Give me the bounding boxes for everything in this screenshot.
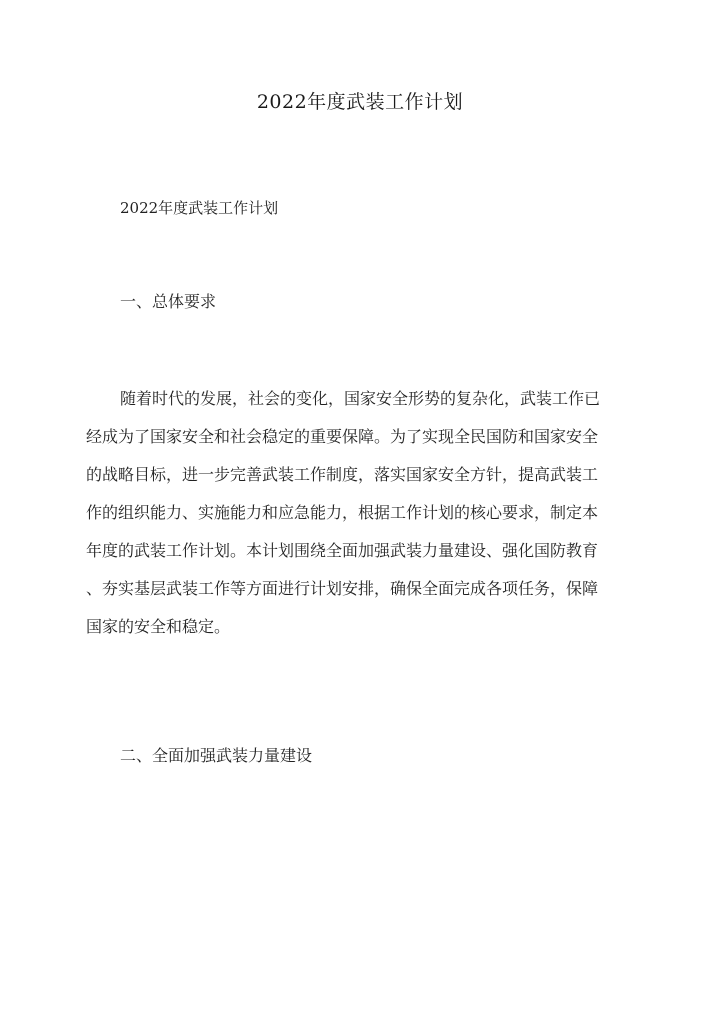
document-subtitle: 2022年度武装工作计划: [120, 199, 279, 217]
paragraph-line: 、夯实基层武装工作等方面进行计划安排，确保全面完成各项任务，保障: [86, 579, 599, 598]
paragraph-line: 随着时代的发展，社会的变化，国家安全形势的复杂化，武装工作已: [120, 389, 601, 408]
paragraph-line: 年度的武装工作计划。本计划围绕全面加强武装力量建设、强化国防教育: [86, 541, 599, 560]
paragraph-line: 的战略目标，进一步完善武装工作制度，落实国家安全方针，提高武装工: [86, 465, 599, 484]
section-heading-overall-requirements: 一、总体要求: [120, 292, 217, 311]
document-title: 2022年度武装工作计划: [256, 91, 464, 113]
section-heading-armed-forces-building: 二、全面加强武装力量建设: [120, 746, 313, 765]
paragraph-line: 作的组织能力、实施能力和应急能力，根据工作计划的核心要求，制定本: [86, 503, 599, 522]
body-paragraph: [86, 380, 632, 646]
paragraph-line: 经成为了国家安全和社会稳定的重要保障。为了实现全民国防和国家安全: [86, 427, 599, 446]
paragraph-line: 国家的安全和稳定。: [86, 617, 231, 636]
